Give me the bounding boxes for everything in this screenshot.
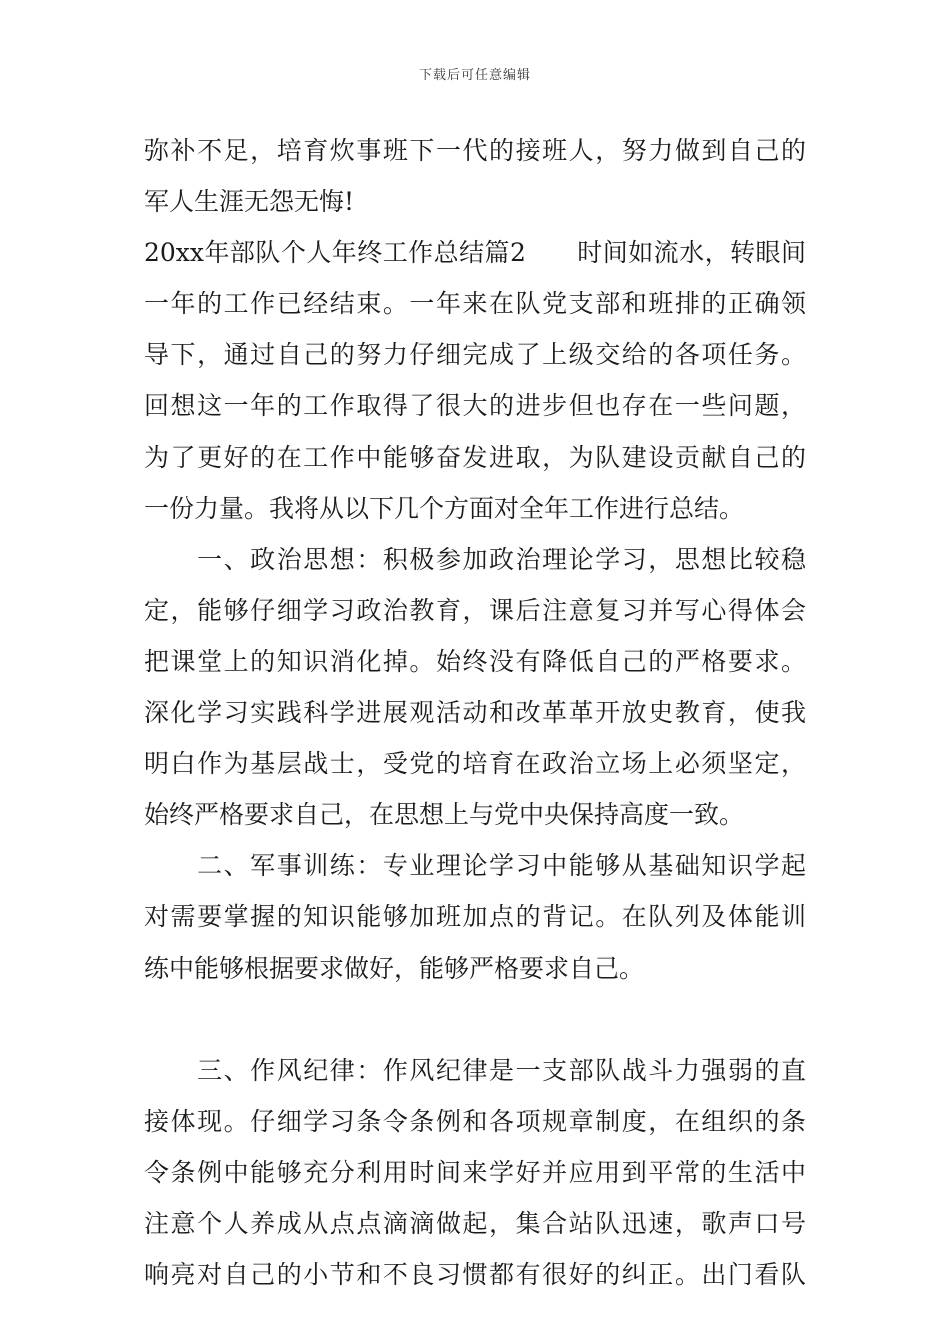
text-line: 对需要掌握的知识能够加班加点的背记。在队列及体能训 — [144, 902, 806, 932]
text-line: 令条例中能够充分利用时间来学好并应用到平常的生活中 — [144, 1157, 806, 1187]
blank-line — [144, 994, 806, 1045]
text-line: 一份力量。我将从以下几个方面对全年工作进行总结。 — [144, 493, 745, 523]
text-line: 三、作风纪律：作风纪律是一支部队战斗力强弱的直 — [144, 1055, 806, 1085]
text-line: 把课堂上的知识消化掉。始终没有降低自己的严格要求。 — [144, 646, 806, 676]
text-line: 军人生涯无怨无悔! — [144, 187, 355, 217]
text-line: 接体现。仔细学习条令条例和各项规章制度，在组织的条 — [144, 1106, 806, 1136]
text-line: 回想这一年的工作取得了很大的进步但也存在一些问题， — [144, 391, 806, 421]
text-line: 始终严格要求自己，在思想上与党中央保持高度一致。 — [144, 800, 745, 830]
text-line: 练中能够根据要求做好，能够严格要求自己。 — [144, 953, 645, 983]
text-line: 弥补不足，培育炊事班下一代的接班人，努力做到自己的 — [144, 136, 806, 165]
text-line: 二、军事训练：专业理论学习中能够从基础知识学起 — [144, 851, 806, 881]
page-header: 下载后可任意编辑 — [418, 68, 531, 83]
text-line: 深化学习实践科学进展观活动和改革革开放史教育，使我 — [144, 698, 806, 728]
text-line: 一年的工作已经结束。一年来在队党支部和班排的正确领 — [144, 289, 806, 319]
document-body — [144, 125, 806, 1300]
text-line: 为了更好的在工作中能够奋发进取，为队建设贡献自己的 — [144, 442, 806, 472]
text-line: 注意个人养成从点点滴滴做起，集合站队迅速，歌声口号 — [144, 1208, 806, 1238]
text-line: 导下，通过自己的努力仔细完成了上级交给的各项任务。 — [144, 340, 806, 370]
text-line: 响亮对自己的小节和不良习惯都有很好的纠正。出门看队 — [144, 1260, 806, 1290]
text-line: 一、政治思想：积极参加政治理论学习，思想比较稳 — [144, 544, 806, 574]
text-line: 明白作为基层战士，受党的培育在政治立场上必须坚定， — [144, 749, 806, 779]
text-line: 定，能够仔细学习政治教育，课后注意复习并写心得体会 — [144, 595, 806, 625]
text-line: 20xx年部队个人年终工作总结篇2 时间如流水，转眼间 — [144, 238, 806, 268]
